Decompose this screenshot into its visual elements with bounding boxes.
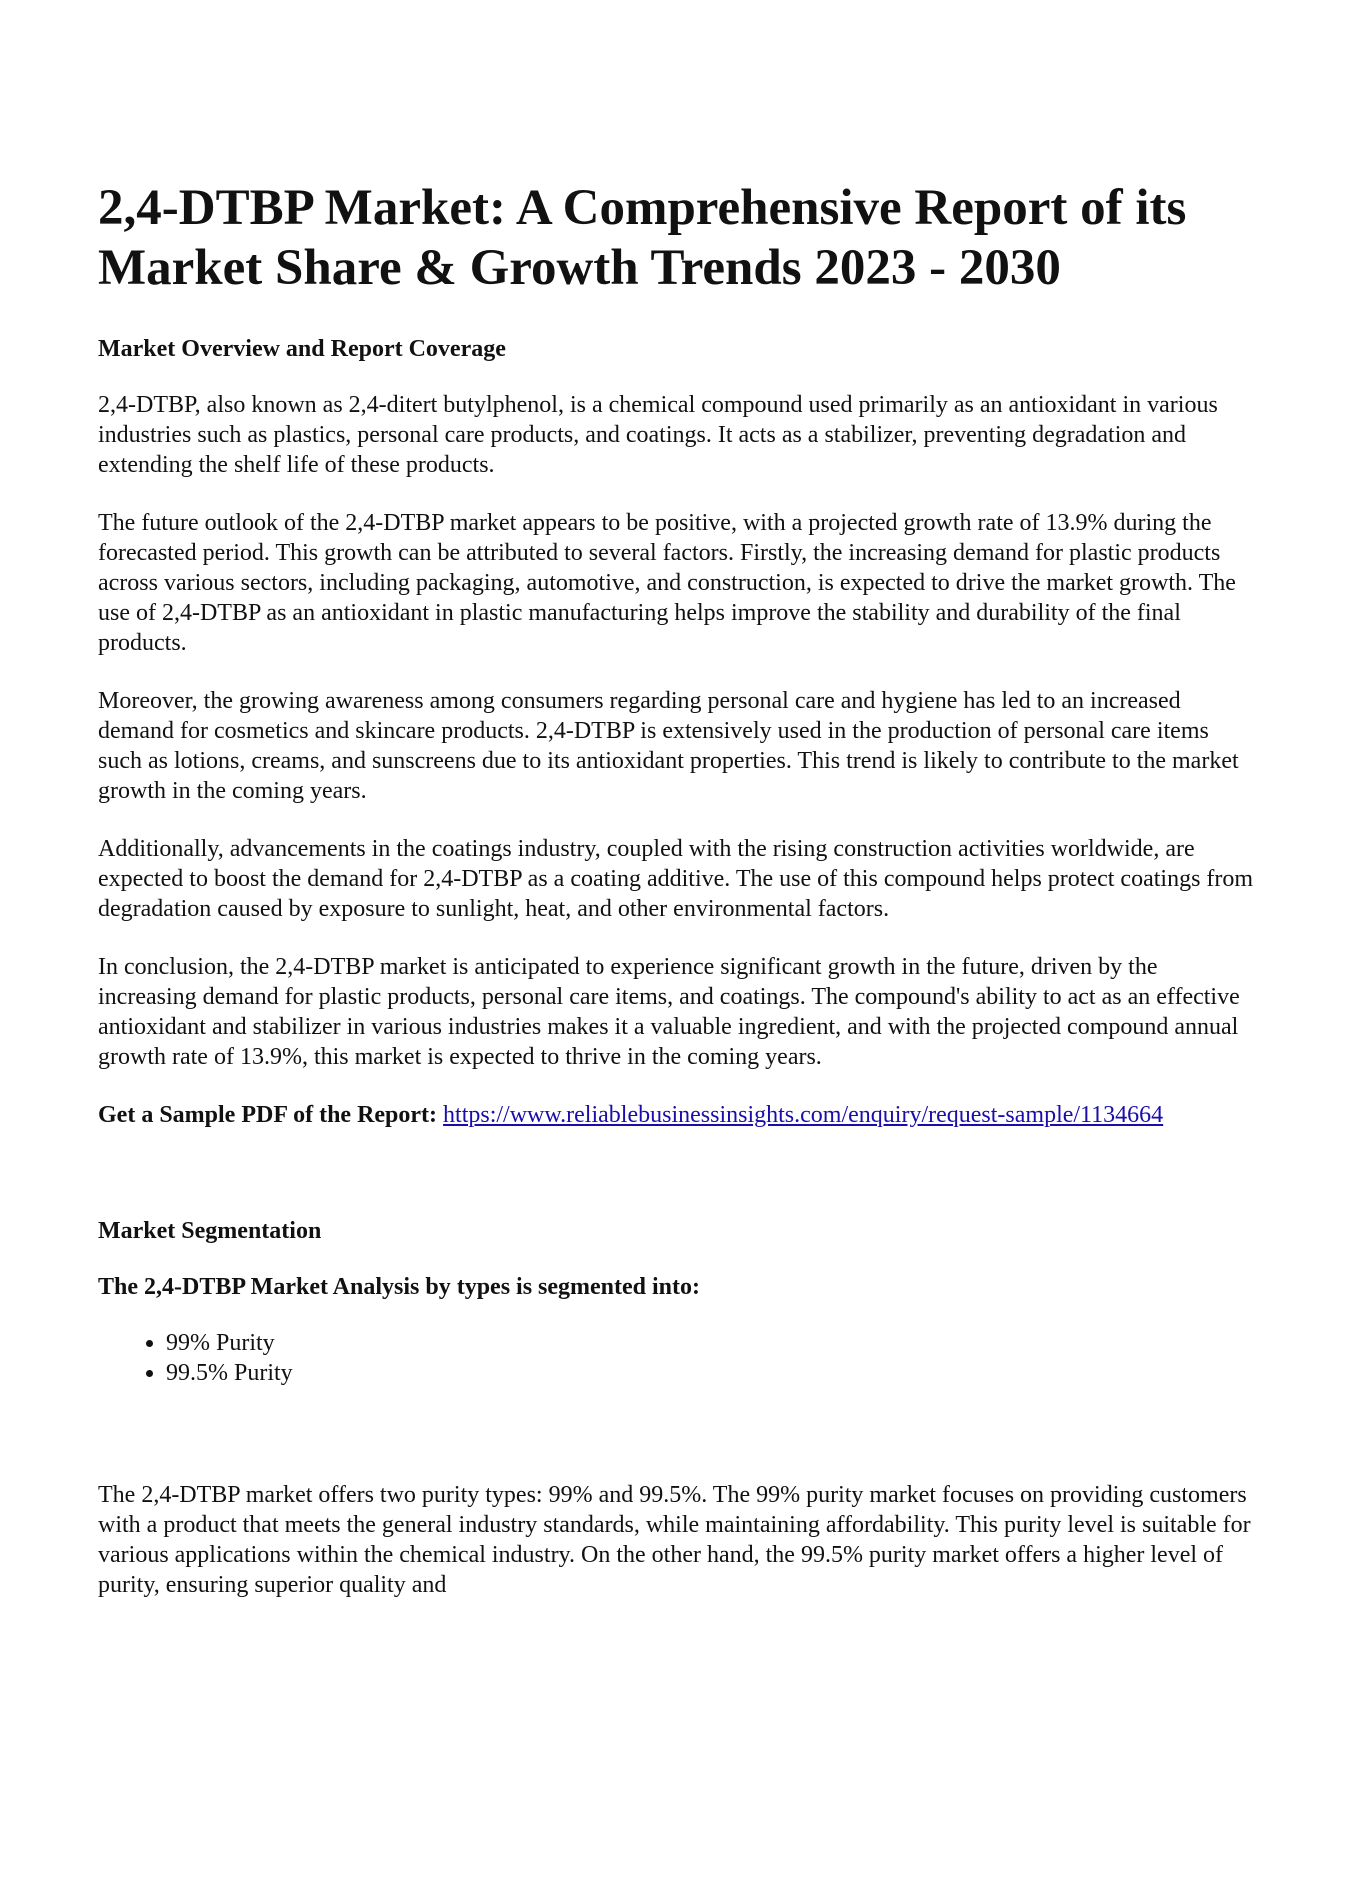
sample-pdf-line	[98, 1100, 1258, 1130]
types-heading: The 2,4-DTBP Market Analysis by types is segmented into:	[98, 1274, 701, 1300]
types-paragraph: The 2,4-DTBP market offers two purity types: 99% and 99.5%. The 99% purity market focuses on providing customers with a product that meets the general industry standards, while maintaining affordability. This purity level is suitable for various applications within the chemical industry. On the other hand, the 99.5% purity market offers a higher level of purity, ensuring superior quality and	[98, 1482, 1251, 1598]
list-item: • 99.5% Purity	[166, 1358, 1258, 1388]
sample-pdf-link[interactable]: https://www.reliablebusinessinsights.com/enquiry/request-sample/1134664	[443, 1102, 1164, 1128]
list-item: • 99% Purity	[166, 1328, 1258, 1358]
sample-pdf-label: Get a Sample PDF of the Report:	[98, 1102, 438, 1128]
overview-paragraph-3: Moreover, the growing awareness among consumers regarding personal care and hygiene has led to an increased demand for cosmetics and skincare products. 2,4-DTBP is extensively used in the production of personal care items such as lotions, creams, and sunscreens due to its antioxidant properties. This trend is likely to contribute to the market growth in the coming years.	[98, 688, 1239, 804]
overview-paragraph-4: Additionally, advancements in the coatings industry, coupled with the rising construction activities worldwide, are expected to boost the demand for 2,4-DTBP as a coating additive. The use of this compound helps protect coatings from degradation caused by exposure to sunlight, heat, and other environmental factors.	[98, 836, 1254, 922]
document-page	[98, 178, 1258, 1628]
overview-paragraph-1: 2,4-DTBP, also known as 2,4-ditert butylphenol, is a chemical compound used primarily as an antioxidant in various industries such as plastics, personal care products, and coatings. It acts as a stabilizer, preventing degradation and extending the shelf life of these products.	[98, 392, 1218, 478]
section-spacer	[98, 1158, 1258, 1216]
document-title: 2,4-DTBP Market: A Comprehensive Report of its Market Share & Growth Trends 2023 - 2030	[98, 180, 1187, 296]
list-spacer	[98, 1388, 1258, 1480]
segmentation-heading: Market Segmentation	[98, 1218, 322, 1244]
overview-paragraph-2: The future outlook of the 2,4-DTBP market appears to be positive, with a projected growth rate of 13.9% during the forecasted period. This growth can be attributed to several factors. Firstly, the increasing demand for plastic products across various sectors, including packaging, automotive, and construction, is expected to drive the market growth. The use of 2,4-DTBP as an antioxidant in plastic manufacturing helps improve the stability and durability of the final products.	[98, 510, 1236, 656]
overview-heading: Market Overview and Report Coverage	[98, 336, 506, 362]
types-list	[98, 1328, 1258, 1388]
overview-paragraph-5: In conclusion, the 2,4-DTBP market is anticipated to experience significant growth in the future, driven by the increasing demand for plastic products, personal care items, and coatings. The compound's ability to act as an effective antioxidant and stabilizer in various industries makes it a valuable ingredient, and with the projected compound annual growth rate of 13.9%, this market is expected to thrive in the coming years.	[98, 954, 1240, 1070]
